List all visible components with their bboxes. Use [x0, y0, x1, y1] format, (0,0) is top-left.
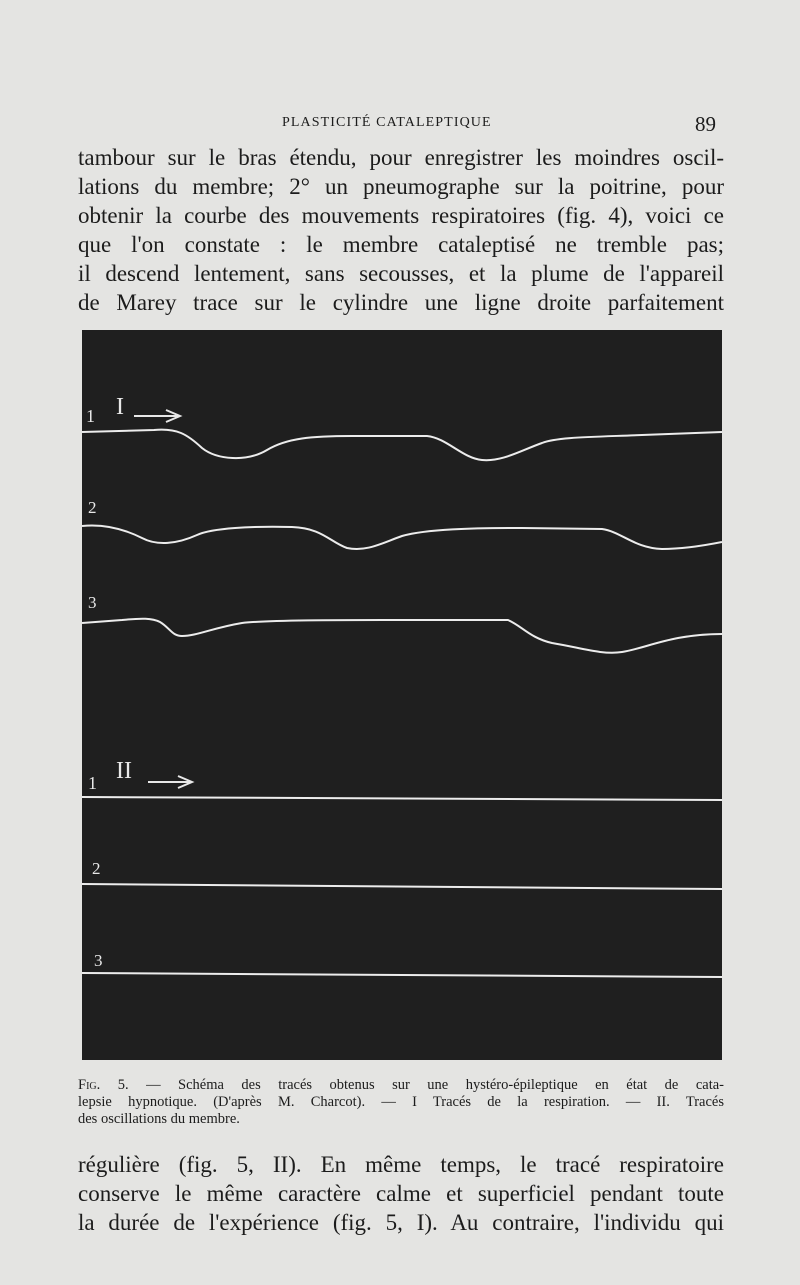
- caption-text: — Schéma des tracés obtenus sur une hystéro-épileptique en état de cata-: [146, 1077, 725, 1093]
- panel-label-I: I: [116, 394, 124, 420]
- trace-figure: [82, 330, 722, 1060]
- trace-label-I-2: 2: [88, 498, 97, 517]
- caption-figure-label: Fig. 5.: [78, 1077, 129, 1093]
- text-line: tambour sur le bras étendu, pour enregistrer les moindres oscil-: [78, 145, 724, 170]
- text-line: que l'on constate : le membre cataleptisé ne tremble pas;: [78, 232, 724, 257]
- text-line: régulière (fig. 5, II). En même temps, le tracé respiratoire: [78, 1152, 724, 1177]
- paragraph-top: [78, 143, 724, 317]
- running-title: PLASTICITÉ CATALEPTIQUE: [282, 115, 492, 130]
- figure-5: [82, 330, 722, 1060]
- caption-line: des oscillations du membre.: [78, 1111, 240, 1127]
- trace-label-II-1: 1: [88, 773, 97, 793]
- paragraph-bottom: [78, 1150, 724, 1237]
- figure-caption: [78, 1077, 724, 1128]
- text-line: lations du membre; 2° un pneumographe sur la poitrine, pour: [78, 174, 724, 199]
- caption-line: lepsie hypnotique. (D'après M. Charcot). — I Tracés de la respiration. — II. Tracés: [78, 1094, 724, 1110]
- trace-label-II-2: 2: [92, 859, 101, 878]
- panel-label-II: II: [116, 758, 132, 784]
- trace-label-I-3: 3: [88, 593, 97, 612]
- text-line: il descend lentement, sans secousses, et la plume de l'appareil: [78, 261, 724, 286]
- text-line: la durée de l'expérience (fig. 5, I). Au contraire, l'individu qui: [78, 1210, 724, 1235]
- figure-background: [82, 330, 722, 1060]
- text-line: conserve le même caractère calme et superficiel pendant toute: [78, 1181, 724, 1206]
- page-number: 89: [695, 112, 716, 136]
- caption-line: [78, 1077, 724, 1094]
- text-line: obtenir la courbe des mouvements respiratoires (fig. 4), voici ce: [78, 203, 724, 228]
- text-line: de Marey trace sur le cylindre une ligne droite parfaitement: [78, 290, 724, 315]
- trace-label-II-3: 3: [94, 951, 103, 970]
- trace-label-I-1: 1: [86, 406, 95, 426]
